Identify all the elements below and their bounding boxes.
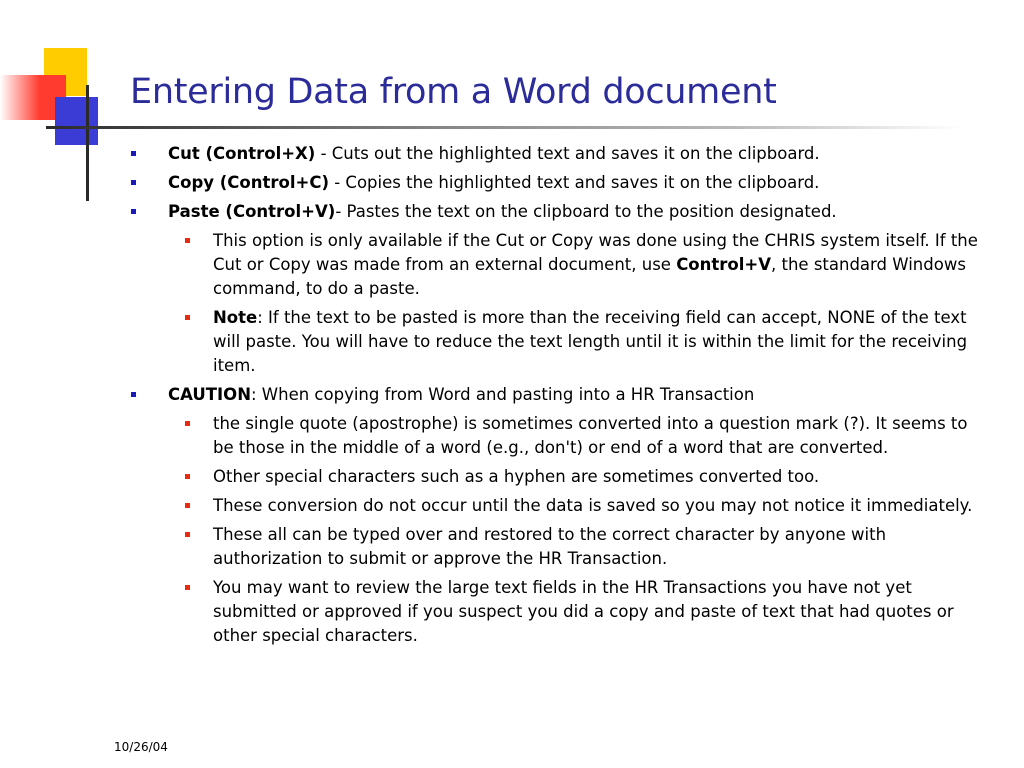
bullet-caution bbox=[130, 383, 980, 648]
square-bullet-icon bbox=[185, 238, 190, 243]
sub-bullet-item bbox=[168, 465, 980, 489]
sub-bullet-list bbox=[168, 412, 980, 648]
bullet-list bbox=[130, 142, 980, 648]
square-bullet-icon bbox=[185, 474, 190, 479]
square-bullet-icon bbox=[185, 421, 190, 426]
decor-blue-square bbox=[55, 97, 98, 145]
square-bullet-icon bbox=[185, 315, 190, 320]
bullet-label: Paste (Control+V) bbox=[168, 202, 336, 221]
square-bullet-icon bbox=[185, 503, 190, 508]
sub-bullet-list bbox=[168, 229, 980, 378]
bullet-label: CAUTION bbox=[168, 385, 251, 404]
sub-bullet-label: Note bbox=[213, 308, 258, 327]
sub-bullet-item bbox=[168, 412, 980, 460]
slide-body bbox=[130, 142, 980, 653]
title-underline-rule bbox=[46, 126, 962, 129]
bullet-text: : When copying from Word and pasting into a HR Transaction bbox=[251, 385, 755, 404]
slide-title: Entering Data from a Word document bbox=[130, 72, 777, 112]
bullet-label: Copy (Control+C) bbox=[168, 173, 329, 192]
bullet-copy bbox=[130, 171, 980, 195]
square-bullet-icon bbox=[185, 532, 190, 537]
decor-vertical-line bbox=[86, 85, 89, 201]
sub-bullet-item bbox=[168, 576, 980, 648]
sub-bullet-bold: Control+V bbox=[676, 255, 772, 274]
bullet-label: Cut (Control+X) bbox=[168, 144, 316, 163]
bullet-text: - Copies the highlighted text and saves it on the clipboard. bbox=[328, 173, 820, 192]
sub-bullet-chris-only bbox=[168, 229, 980, 301]
sub-bullet-note bbox=[168, 306, 980, 378]
sub-bullet-text: the single quote (apostrophe) is sometimes converted into a question mark (?). It seems to be those in the middle of a word (e.g., don't) or end of a word that are converted. bbox=[213, 414, 968, 457]
bullet-text: - Cuts out the highlighted text and saves it on the clipboard. bbox=[315, 144, 820, 163]
square-bullet-icon bbox=[131, 209, 136, 214]
sub-bullet-item bbox=[168, 494, 980, 518]
sub-bullet-text: This option is only available if the Cut or Copy was done using the CHRIS system itself. If the Cut or Copy was made from an external document, use bbox=[213, 231, 978, 274]
square-bullet-icon bbox=[185, 585, 190, 590]
sub-bullet-text: You may want to review the large text fields in the HR Transactions you have not yet submitted or approved if you suspect you did a copy and paste of text that had quotes or other special characters. bbox=[213, 578, 954, 645]
sub-bullet-text: These conversion do not occur until the data is saved so you may not notice it immediately. bbox=[213, 496, 973, 515]
square-bullet-icon bbox=[131, 180, 136, 185]
footer-date: 10/26/04 bbox=[114, 740, 168, 754]
sub-bullet-text-after: , the standard Windows command, to do a paste. bbox=[213, 255, 966, 298]
bullet-cut bbox=[130, 142, 980, 166]
square-bullet-icon bbox=[131, 151, 136, 156]
bullet-text: - Pastes the text on the clipboard to the position designated. bbox=[335, 202, 837, 221]
square-bullet-icon bbox=[131, 392, 136, 397]
sub-bullet-text: : If the text to be pasted is more than the receiving field can accept, NONE of the text will paste. You will have to reduce the text length until it is within the limit for the receiving item. bbox=[213, 308, 968, 375]
sub-bullet-text: These all can be typed over and restored to the correct character by anyone with authorization to submit or approve the HR Transaction. bbox=[213, 525, 887, 568]
sub-bullet-text: Other special characters such as a hyphen are sometimes converted too. bbox=[213, 467, 820, 486]
bullet-paste bbox=[130, 200, 980, 378]
sub-bullet-item bbox=[168, 523, 980, 571]
